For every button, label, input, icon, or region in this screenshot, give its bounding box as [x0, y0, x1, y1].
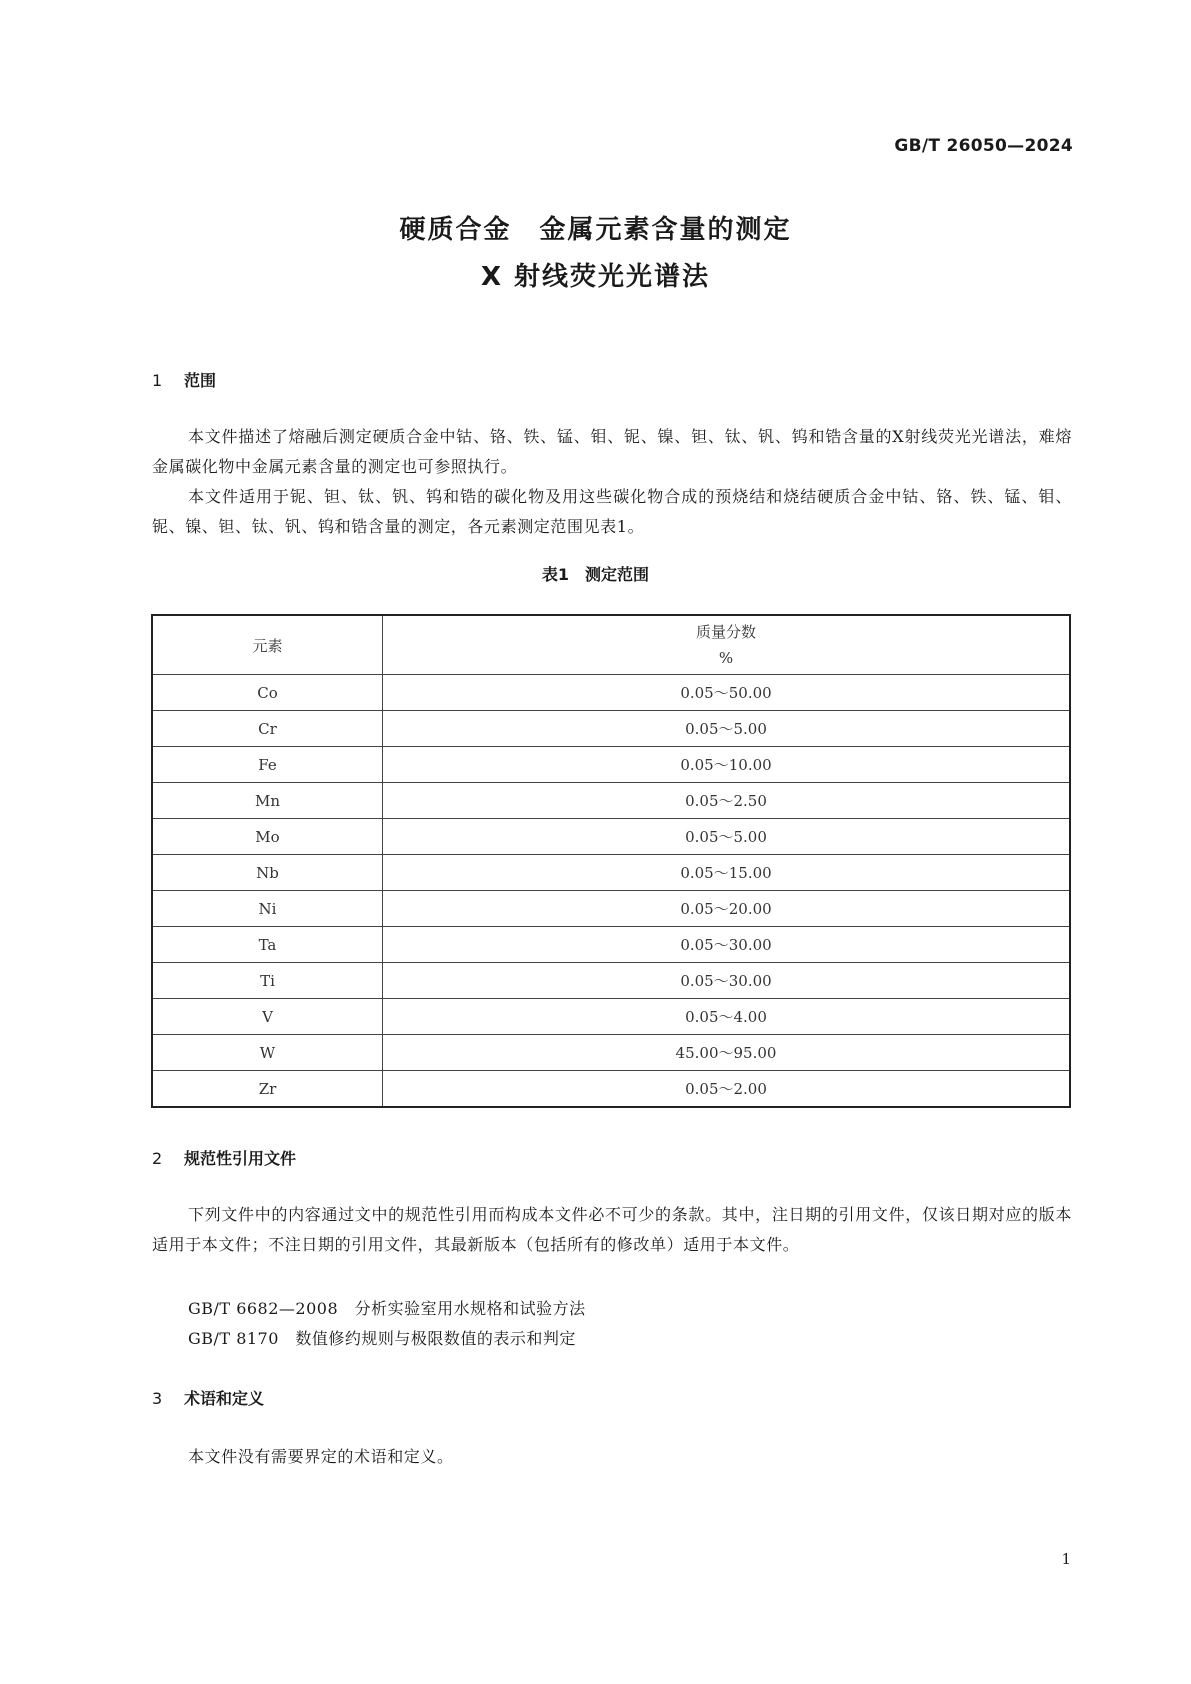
section-2-paragraph: 下列文件中的内容通过文中的规范性引用而构成本文件必不可少的条款。其中，注日期的引用文件，仅该日期对应的版本适用于本文件；不注日期的引用文件，其最新版本（包括所有的修改单）适用于本文件。 — [152, 1205, 1072, 1254]
range-cell: 0.05～2.00 — [383, 1071, 1071, 1108]
element-cell: Fe — [152, 747, 383, 783]
element-cell: W — [152, 1035, 383, 1071]
table-row — [152, 1071, 1070, 1108]
section-3-paragraph: 本文件没有需要界定的术语和定义。 — [188, 1447, 454, 1466]
element-cell: V — [152, 999, 383, 1035]
standard-number: GB/T 26050—2024 — [894, 136, 1073, 156]
element-cell: Co — [152, 675, 383, 711]
section-number: 2 — [152, 1149, 163, 1168]
range-cell: 0.05～50.00 — [383, 675, 1071, 711]
page-number: 1 — [1061, 1550, 1071, 1568]
range-cell: 0.05～10.00 — [383, 747, 1071, 783]
range-table — [151, 614, 1071, 1108]
table-caption: 表1 测定范围 — [541, 565, 650, 584]
document-title-line1: 硬质合金 金属元素含量的测定 — [399, 215, 792, 245]
section-title: 术语和定义 — [184, 1389, 265, 1408]
section-title: 范围 — [184, 371, 217, 390]
table-header-row — [152, 615, 1070, 675]
table-row — [152, 819, 1070, 855]
range-cell: 0.05～15.00 — [383, 855, 1071, 891]
section-number: 3 — [152, 1389, 163, 1408]
table-row — [152, 783, 1070, 819]
element-cell: Zr — [152, 1071, 383, 1108]
table-row — [152, 855, 1070, 891]
section-1-heading — [152, 368, 216, 391]
mass-fraction-unit: % — [718, 649, 734, 667]
range-cell: 0.05～5.00 — [383, 819, 1071, 855]
element-cell: Mn — [152, 783, 383, 819]
table-row — [152, 891, 1070, 927]
mass-fraction-column-header — [383, 615, 1071, 675]
element-column-header: 元素 — [152, 615, 383, 675]
section-title: 规范性引用文件 — [184, 1149, 297, 1168]
section-2-heading — [152, 1146, 296, 1169]
range-cell: 0.05～30.00 — [383, 963, 1071, 999]
mass-fraction-label: 质量分数 — [695, 623, 756, 641]
section-1-paragraph-2: 本文件适用于铌、钽、钛、钒、钨和锆的碳化物及用这些碳化物合成的预烧结和烧结硬质合金中钴、铬、铁、锰、钼、铌、镍、钽、钛、钒、钨和锆含量的测定，各元素测定范围见表1。 — [152, 487, 1072, 536]
range-cell: 45.00～95.00 — [383, 1035, 1071, 1071]
element-cell: Cr — [152, 711, 383, 747]
range-cell: 0.05～4.00 — [383, 999, 1071, 1035]
element-cell: Mo — [152, 819, 383, 855]
table-row — [152, 1035, 1070, 1071]
table-row — [152, 747, 1070, 783]
section-1-paragraph-1: 本文件描述了熔融后测定硬质合金中钴、铬、铁、锰、钼、铌、镍、钽、钛、钒、钨和锆含量的X射线荧光光谱法，难熔金属碳化物中金属元素含量的测定也可参照执行。 — [152, 427, 1072, 476]
document-title-line2: X 射线荧光光谱法 — [480, 262, 711, 292]
normative-reference-2: GB/T 8170 数值修约规则与极限数值的表示和判定 — [188, 1329, 576, 1348]
table-row — [152, 711, 1070, 747]
table-row — [152, 675, 1070, 711]
table-row — [152, 999, 1070, 1035]
table-row — [152, 963, 1070, 999]
element-cell: Ni — [152, 891, 383, 927]
range-cell: 0.05～20.00 — [383, 891, 1071, 927]
range-cell: 0.05～5.00 — [383, 711, 1071, 747]
range-cell: 0.05～2.50 — [383, 783, 1071, 819]
element-cell: Ta — [152, 927, 383, 963]
section-3-heading — [152, 1386, 264, 1409]
section-number: 1 — [152, 371, 163, 390]
element-cell: Nb — [152, 855, 383, 891]
table-row — [152, 927, 1070, 963]
normative-reference-1: GB/T 6682—2008 分析实验室用水规格和试验方法 — [188, 1299, 586, 1318]
range-cell: 0.05～30.00 — [383, 927, 1071, 963]
element-cell: Ti — [152, 963, 383, 999]
